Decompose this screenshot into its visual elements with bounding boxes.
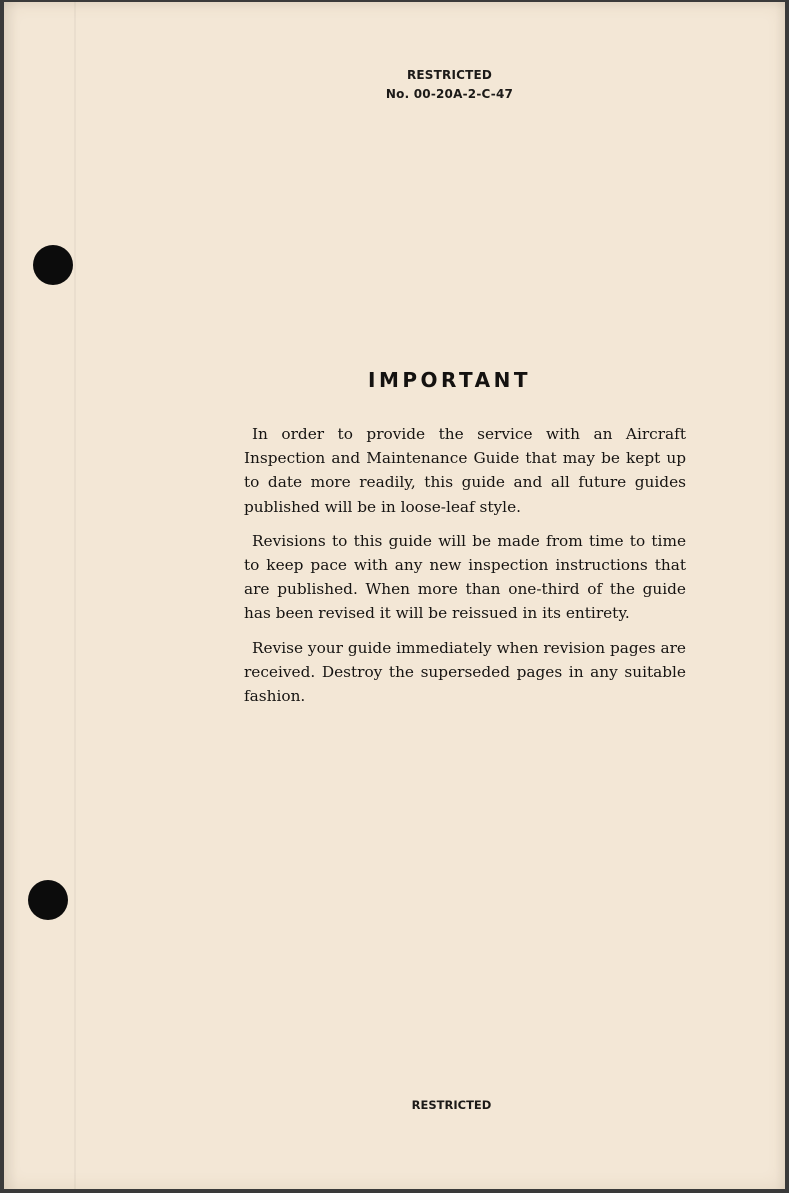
document-page bbox=[4, 2, 785, 1189]
paragraph-2: Revisions to this guide will be made from time to time to keep pace with any new inspection instructions that are published. When more than one-third of the guide has been revised it will be reissued in its entirety. bbox=[244, 531, 686, 623]
paragraph-1: In order to provide the service with an Aircraft Inspection and Maintenance Guide that may be kept up to date more readily, this guide and all future guides published will be in loose-leaf style. bbox=[244, 425, 686, 516]
body-text bbox=[244, 422, 686, 718]
binder-hole-top bbox=[33, 245, 73, 285]
paragraph-3: Revise your guide immediately when revision pages are received. Destroy the superseded pages in any suitable fashion. bbox=[244, 638, 686, 706]
page-title: IMPORTANT bbox=[368, 368, 531, 392]
page-crease bbox=[74, 2, 76, 1189]
binder-hole-bottom bbox=[28, 880, 68, 920]
header-classification: RESTRICTED bbox=[406, 68, 493, 82]
footer bbox=[4, 1098, 785, 1112]
header-document-number: No. 00-20A-2-C-47 bbox=[385, 87, 514, 101]
footer-classification: RESTRICTED bbox=[411, 1098, 492, 1112]
